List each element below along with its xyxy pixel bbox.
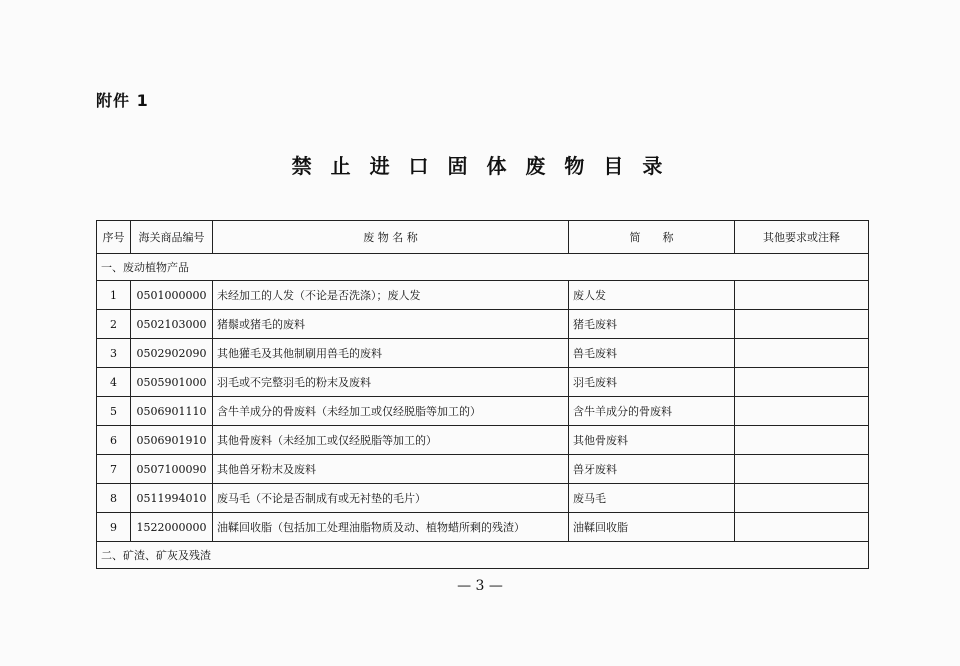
cell-name: 未经加工的人发（不论是否洗涤）；废人发 [213,281,569,310]
cell-code: 0502902090 [131,339,213,368]
cell-abbr: 含牛羊成分的骨废料 [569,397,735,426]
cell-abbr: 废马毛 [569,484,735,513]
cell-name: 其他獾毛及其他制刷用兽毛的废料 [213,339,569,368]
table-row [97,310,869,339]
cell-code: 0507100090 [131,455,213,484]
cell-notes [735,310,869,339]
table-row [97,281,869,310]
cell-abbr: 兽毛废料 [569,339,735,368]
table-row [97,368,869,397]
table-row [97,397,869,426]
cell-index: 7 [97,455,131,484]
cell-notes [735,484,869,513]
cell-name: 其他兽牙粉末及废料 [213,455,569,484]
cell-abbr: 羽毛废料 [569,368,735,397]
cell-code: 1522000000 [131,513,213,542]
table-row [97,455,869,484]
cell-index: 5 [97,397,131,426]
header-code: 海关商品编号 [131,221,213,254]
cell-code: 0501000000 [131,281,213,310]
cell-index: 4 [97,368,131,397]
cell-notes [735,513,869,542]
cell-code: 0506901910 [131,426,213,455]
cell-notes [735,368,869,397]
header-abbr: 简 称 [569,221,735,254]
table-row [97,339,869,368]
header-notes: 其他要求或注释 [735,221,869,254]
cell-abbr: 其他骨废料 [569,426,735,455]
table-row [97,513,869,542]
cell-name: 羽毛或不完整羽毛的粉末及废料 [213,368,569,397]
section-row [97,542,869,569]
cell-name: 猪鬃或猪毛的废料 [213,310,569,339]
cell-name: 废马毛（不论是否制成有或无衬垫的毛片） [213,484,569,513]
cell-index: 1 [97,281,131,310]
cell-abbr: 猪毛废料 [569,310,735,339]
cell-name: 油鞣回收脂（包括加工处理油脂物质及动、植物蜡所剩的残渣） [213,513,569,542]
waste-catalog-table [96,220,869,569]
cell-abbr: 兽牙废料 [569,455,735,484]
cell-notes [735,426,869,455]
cell-code: 0505901000 [131,368,213,397]
cell-index: 9 [97,513,131,542]
cell-name: 其他骨废料（未经加工或仅经脱脂等加工的） [213,426,569,455]
cell-index: 8 [97,484,131,513]
section-title: 二、矿渣、矿灰及残渣 [97,542,869,569]
cell-index: 2 [97,310,131,339]
section-row [97,254,869,281]
cell-notes [735,339,869,368]
header-index: 序号 [97,221,131,254]
cell-abbr: 废人发 [569,281,735,310]
page-title: 禁 止 进 口 固 体 废 物 目 录 [291,154,669,178]
cell-index: 6 [97,426,131,455]
cell-index: 3 [97,339,131,368]
cell-name: 含牛羊成分的骨废料（未经加工或仅经脱脂等加工的） [213,397,569,426]
table-row [97,426,869,455]
header-name: 废 物 名 称 [213,221,569,254]
cell-code: 0502103000 [131,310,213,339]
cell-code: 0511994010 [131,484,213,513]
section-title: 一、废动植物产品 [97,254,869,281]
cell-notes [735,281,869,310]
attachment-label: 附件 1 [96,91,149,110]
cell-notes [735,397,869,426]
cell-code: 0506901110 [131,397,213,426]
table-header-row [97,221,869,254]
cell-abbr: 油鞣回收脂 [569,513,735,542]
page-number: — 3 — [457,578,503,594]
cell-notes [735,455,869,484]
table-row [97,484,869,513]
